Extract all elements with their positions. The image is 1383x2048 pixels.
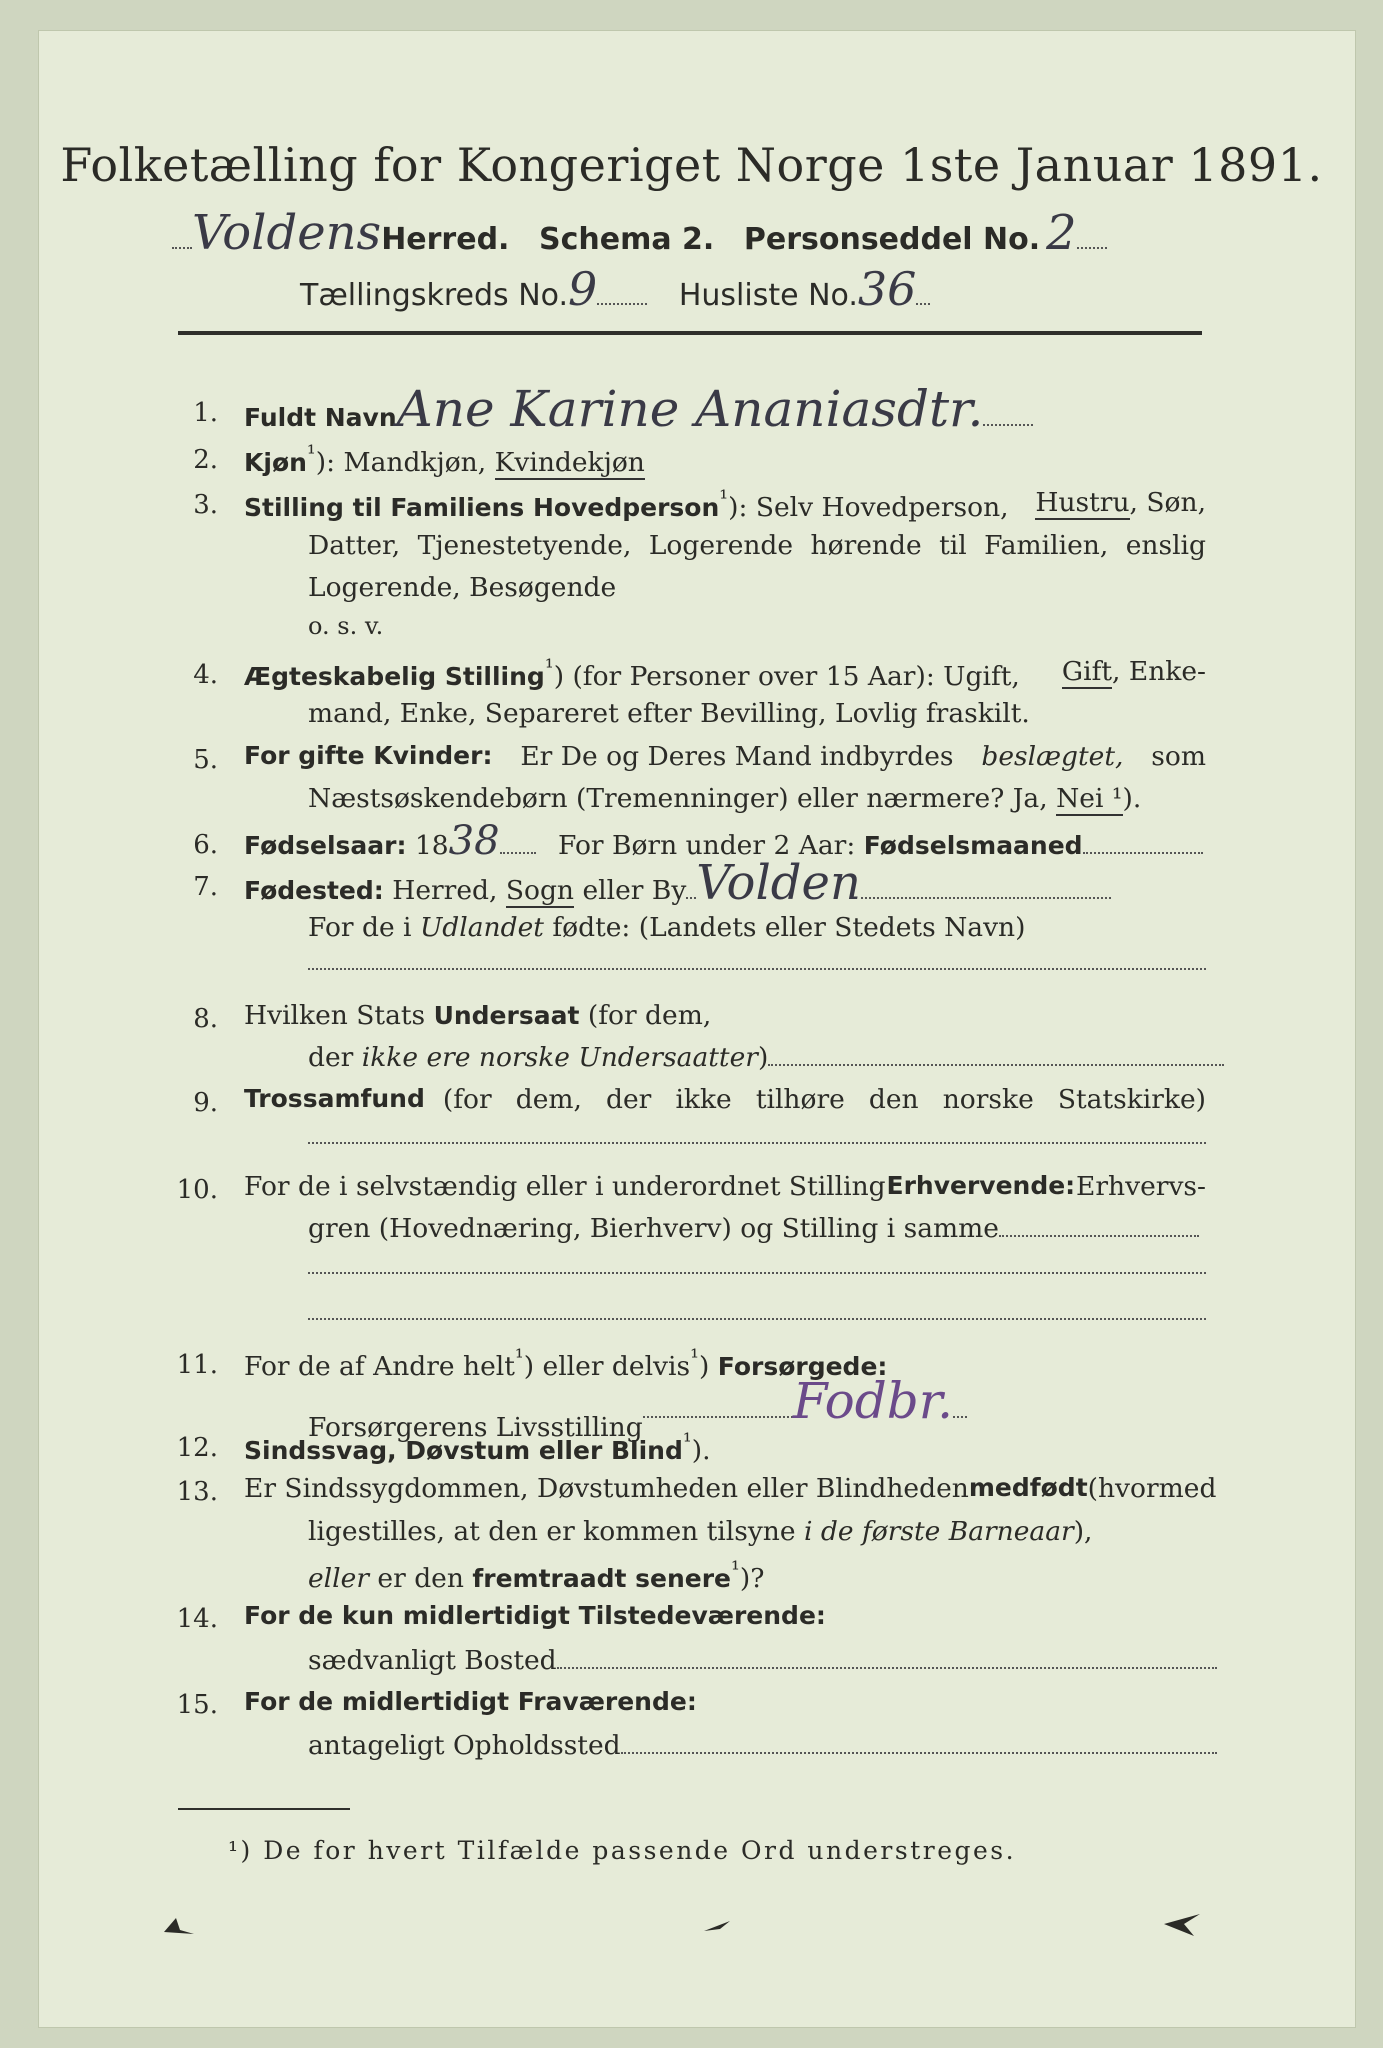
footnote: ¹) De for hvert Tilfælde passende Ord understreges. [228,1836,1017,1865]
q3-line4: o. s. v. [308,612,384,640]
q15-line2 [308,1730,1217,1761]
q5-line2-end: ). [1122,783,1142,814]
q3-line2: Datter, Tjenestetyende, Logerende hørende til Familien, enslig [308,530,1206,561]
q7-label: Fødested: [244,876,384,905]
q7-line2-b: fødte: (Landets eller Stedets Navn) [552,912,1026,943]
q8-number: 8. [193,1004,218,1034]
husliste-label: Husliste No. [678,278,858,313]
q13-text-a: Er Sindssygdommen, Døvstumheden eller Blindheden [244,1473,969,1504]
q10-line2 [308,1213,1199,1244]
q10-label: Erhvervende: [886,1171,1076,1200]
q10-text-b: Erhvervs- [1076,1171,1206,1202]
q3-number: 3. [193,490,218,520]
q11-footnote-mark-1: ¹ [514,1346,524,1371]
corner-mark-middle [700,1915,740,1939]
q5-line2-text: Næstsøskendebørn (Tremenninger) eller nærmere? Ja, [308,783,1048,814]
corner-mark-right [1160,1910,1210,1940]
q14-number: 14. [176,1604,218,1634]
q11-footnote-mark-2: ¹ [690,1346,699,1371]
q10-line1 [244,1171,1206,1202]
personseddel-handwritten: 2 [1046,205,1077,261]
q13-label3: fremtraadt senere [472,1563,732,1593]
q8-line1 [244,1000,711,1031]
q11-text-c: ) [698,1350,710,1382]
q12-footnote-mark: ¹ [682,1430,692,1455]
q15-number: 15. [176,1690,218,1720]
q1-line [244,380,1033,438]
q11-line2 [308,1372,967,1443]
q13-line3 [308,1558,764,1594]
q11-line2-text: Forsørgerens Livsstilling [308,1412,643,1443]
q3-line1 [244,487,1206,523]
q2-selected-option: Kvindekjøn [494,446,645,478]
q8-label: Undersaat [433,1001,580,1030]
q9-text: (for dem, der ikke tilhøre den norske Statskirke) [442,1084,1206,1115]
q10-answer-line-1 [308,1272,1206,1274]
q6-year-prefix: 18 [414,830,449,861]
q15-line1 [244,1686,697,1717]
q5-italic: beslægtet, [981,741,1124,772]
q1-label: Fuldt Navn [244,403,397,432]
q10-line2-text: gren (Hovednæring, Bierhverv) og Stilling i samme [308,1213,999,1244]
q2-line [244,442,645,478]
q7-line2 [308,912,1025,943]
q7-italic: Udlandet [419,912,544,943]
q4-options-b: , Enke- [1112,656,1206,687]
q8-italic: ikke ere norske Undersaatter [361,1042,758,1073]
q5-text-b: som [1151,741,1206,772]
q8-text-a: Hvilken Stats [244,1000,426,1031]
q4-selected-option: Gift [1061,656,1113,687]
q5-label: For gifte Kvinder: [244,741,493,770]
q13-italic: i de første Barneaar [803,1516,1074,1547]
q5-number: 5. [193,745,218,775]
q1-handwritten-name: Ane Karine Ananiasdtr. [396,380,984,438]
q2-number: 2. [193,445,218,475]
q11-label: Forsørgede: [717,1351,888,1381]
q11-number: 11. [176,1350,218,1380]
q7-number: 7. [193,872,218,902]
q5-text-a: Er De og Deres Mand indbyrdes [520,741,954,772]
q7-line1 [244,855,1111,911]
q8-line2-b: ) [757,1042,769,1073]
q13-line3-a: eller [308,1562,369,1594]
schema-label: Schema 2. [539,222,715,257]
q3-line3: Logerende, Besøgende [308,572,617,603]
q13-text-b: (hvormed [1087,1473,1217,1504]
q13-footnote-mark: ¹ [731,1558,740,1583]
personseddel-label: Personseddel No. [743,222,1041,257]
q13-line1 [244,1473,1217,1504]
q11-text-b: ) eller delvis [523,1350,691,1382]
q8-line2 [308,1042,1224,1073]
q13-line3-b: er den [377,1562,464,1594]
q10-number: 10. [176,1175,218,1205]
q9-number: 9. [193,1088,218,1118]
q8-text-b: (for dem, [587,1000,712,1031]
q2-footnote-mark: ¹ [306,442,316,467]
q10-text-a: For de i selvstændig eller i underordnet Stilling [244,1171,886,1202]
q11-handwritten-occupation: Fodbr. [792,1372,954,1430]
q6-label: Fødselsaar: [244,831,407,860]
q4-line1 [244,656,1206,692]
q6-label2: Fødselsmaaned [863,831,1083,860]
q3-footnote-mark: ¹ [719,487,729,512]
q4-options-a: ) (for Personer over 15 Aar): Ugift, [553,660,1020,692]
q8-line2-a: der [308,1042,354,1073]
q9-line [244,1084,1206,1115]
q13-line3-c: )? [739,1562,765,1594]
q12-number: 12. [176,1433,218,1463]
q13-line2 [308,1516,1092,1547]
q14-label: For de kun midlertidigt Tilstedeværende: [244,1601,826,1630]
q6-handwritten-year: 38 [448,818,500,864]
footnote-rule [178,1808,350,1810]
q13-line2-a: ligestilles, at den er kommen tilsyne [308,1516,796,1547]
q5-selected-option: Nei ¹ [1056,783,1123,814]
q14-line1 [244,1600,826,1631]
q5-line2 [308,783,1141,814]
q7-handwritten-place: Volden [696,855,861,911]
q2-options: ): Mandkjøn, [315,446,487,478]
q3-label: Stilling til Familiens Hovedperson [244,492,720,522]
q9-answer-line [308,1142,1206,1144]
q13-number: 13. [176,1477,218,1507]
kreds-label: Tællingskreds No. [300,278,568,313]
q12-line [244,1430,711,1466]
q7-text-a: Herred, [392,875,498,906]
q3-selected-option: Hustru [1035,487,1130,518]
q15-line2-text: antageligt Opholdssted [308,1730,621,1761]
q4-line2: mand, Enke, Separeret efter Bevilling, Lovlig fraskilt. [308,698,1030,729]
q2-label: Kjøn [244,447,307,477]
herred-label: Herred. [381,222,510,257]
q4-footnote-mark: ¹ [544,656,554,681]
q6-number: 6. [193,830,218,860]
q13-label: medfødt [968,1473,1088,1502]
q15-label: For de midlertidigt Fraværende: [244,1687,697,1716]
kreds-handwritten: 9 [568,262,598,316]
herred-line [172,205,1107,261]
header-rule [178,331,1202,335]
q14-line2 [308,1645,1217,1676]
husliste-handwritten: 36 [857,262,917,316]
q5-line1 [244,741,1206,772]
q1-number: 1. [193,398,218,428]
q4-number: 4. [193,660,218,690]
q13-line2-b: ), [1073,1516,1093,1547]
q7-line2-a: For de i [308,912,412,943]
q6-infant-text: For Børn under 2 Aar: [558,830,856,861]
kreds-line [300,262,930,316]
q9-label: Trossamfund [244,1084,425,1113]
q10-answer-line-2 [308,1318,1206,1320]
q7-answer-line [308,968,1206,970]
q3-options-b: , Søn, [1129,487,1206,518]
form-title: Folketælling for Kongeriget Norge 1ste Januar 1891. [60,138,1323,192]
herred-handwritten: Voldens [192,205,382,261]
q7-text-b: eller By [582,875,687,906]
corner-mark-left [160,1910,200,1940]
q7-selected-option: Sogn [505,875,574,906]
q3-options-a: ): Selv Hovedperson, [728,491,1009,523]
q12-label: Sindssvag, Døvstum eller Blind [244,1435,683,1465]
q14-line2-text: sædvanligt Bosted [308,1645,557,1676]
q4-label: Ægteskabelig Stilling [244,661,545,691]
q11-text-a: For de af Andre helt [244,1350,515,1382]
q12-end: ). [691,1434,711,1466]
